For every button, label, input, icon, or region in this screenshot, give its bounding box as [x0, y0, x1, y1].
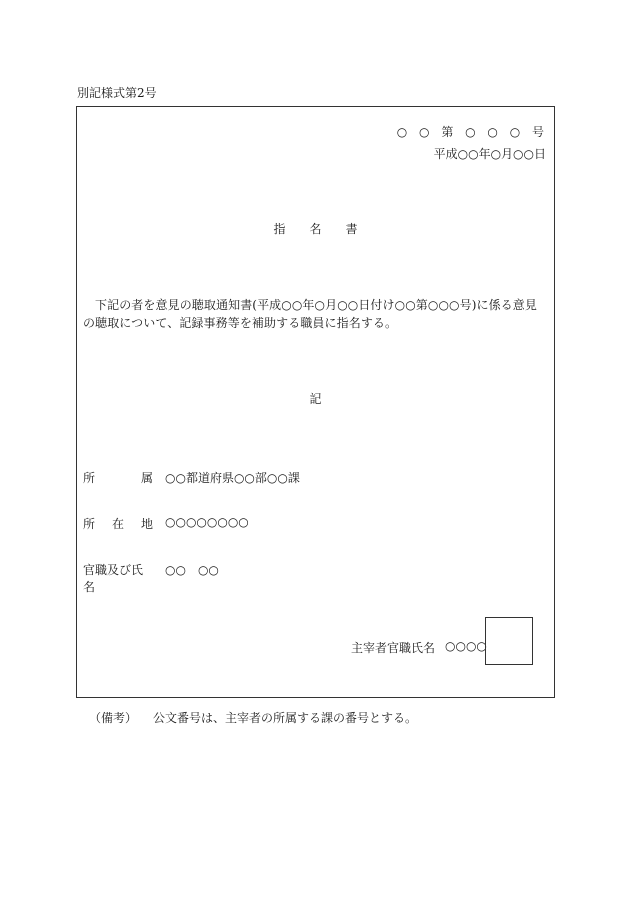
location-label-char-3: 地: [140, 517, 153, 531]
location-value: ○○○○○○○○: [165, 515, 249, 529]
affiliation-value: ○○都道府県○○部○○課: [165, 471, 300, 485]
presiding-officer-name: ○○○○: [445, 639, 487, 653]
location-label: [83, 515, 153, 532]
body-line-2: の聴取について、記録事務等を補助する職員に指名する。: [83, 316, 398, 330]
location-label-char-2: 在: [111, 517, 124, 531]
position-name-label: [83, 561, 153, 595]
remarks-label: （備考）: [89, 711, 138, 725]
ki-heading: 記: [309, 392, 322, 406]
presiding-officer-label: 主宰者官職氏名: [351, 641, 436, 655]
document-title: 指名書: [273, 222, 382, 236]
affiliation-label: [83, 469, 153, 486]
position-name-value: ○○ ○○: [165, 563, 219, 577]
affiliation-label-char-2: 属: [140, 471, 153, 485]
document-number: ○ ○ 第 ○ ○ ○ 号: [396, 125, 548, 139]
document-date: 平成○○年○月○○日: [433, 147, 546, 161]
remarks-note: [89, 709, 417, 726]
remarks-text: 公文番号は、主宰者の所属する課の番号とする。: [153, 711, 418, 725]
seal-box: [485, 617, 533, 665]
document-frame: [76, 106, 555, 698]
form-number-label: 別記様式第2号: [77, 86, 157, 100]
location-label-char-1: 所: [83, 517, 96, 531]
body-paragraph: [83, 296, 548, 332]
affiliation-label-char-1: 所: [83, 471, 96, 485]
body-line-1: 下記の者を意見の聴取通知書(平成○○年○月○○日付け○○第○○○号)に係る意見: [95, 298, 537, 312]
position-name-label-text: 官職及び氏名: [83, 563, 144, 594]
